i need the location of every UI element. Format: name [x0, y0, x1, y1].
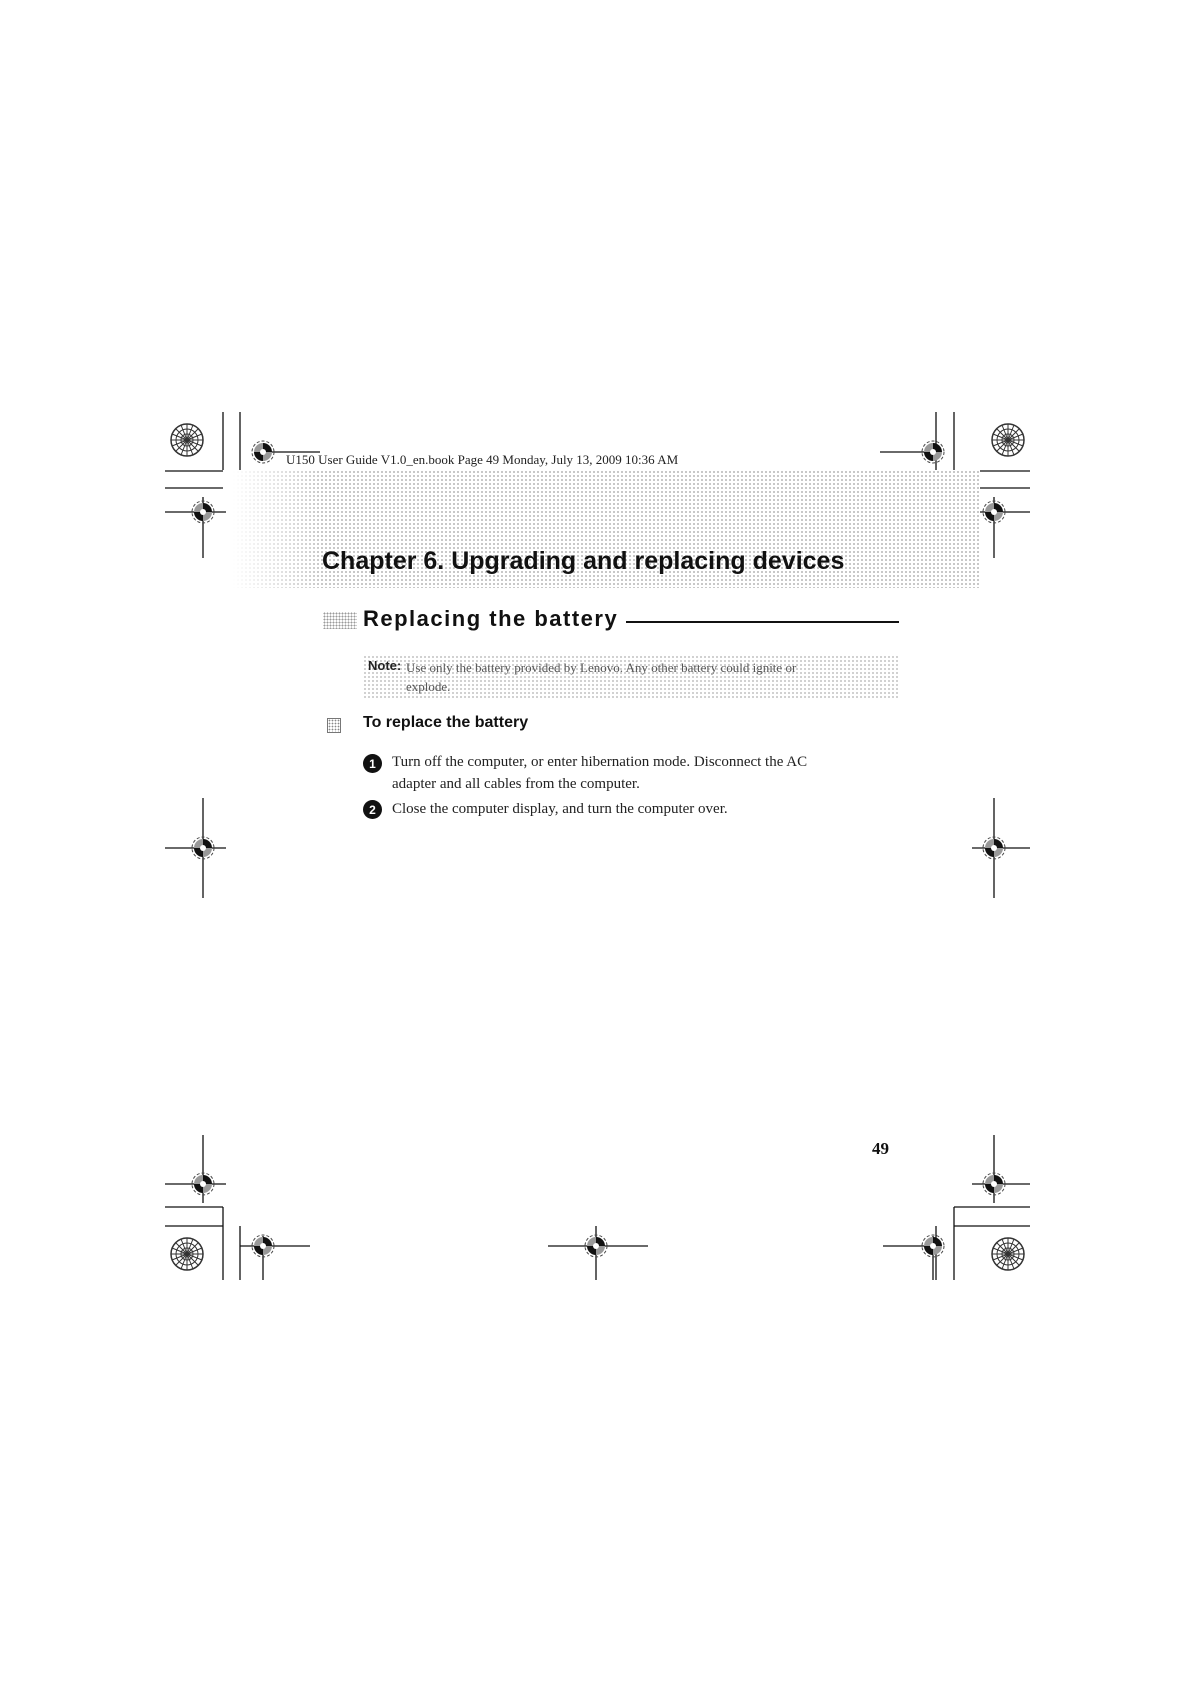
- section-rule: [626, 621, 899, 623]
- chapter-title: Chapter 6. Upgrading and replacing devices: [322, 547, 845, 575]
- step-1-text: [392, 751, 882, 795]
- step-1-number-icon: 1: [363, 754, 382, 773]
- step-2-line1: Close the computer display, and turn the computer over.: [392, 801, 728, 817]
- step-2-number-icon: 2: [363, 800, 382, 819]
- note-text-line1: Use only the battery provided by Lenovo. Any other battery could ignite or: [406, 660, 797, 675]
- print-header: U150 User Guide V1.0_en.book Page 49 Monday, July 13, 2009 10:36 AM: [286, 452, 679, 467]
- note-text: [406, 658, 892, 696]
- section-title: Replacing the battery: [363, 606, 619, 631]
- section-marker-icon: [323, 612, 357, 629]
- subsection-marker-icon: [327, 718, 341, 733]
- note-text-line2: explode.: [406, 679, 451, 694]
- page-number: 49: [872, 1139, 889, 1158]
- note-label: Note:: [368, 658, 402, 673]
- procedure-title: To replace the battery: [363, 714, 529, 731]
- step-1-line1: Turn off the computer, or enter hibernation mode. Disconnect the AC: [392, 754, 808, 770]
- step-2-text: [392, 798, 882, 820]
- step-1-line2: adapter and all cables from the computer.: [392, 776, 640, 792]
